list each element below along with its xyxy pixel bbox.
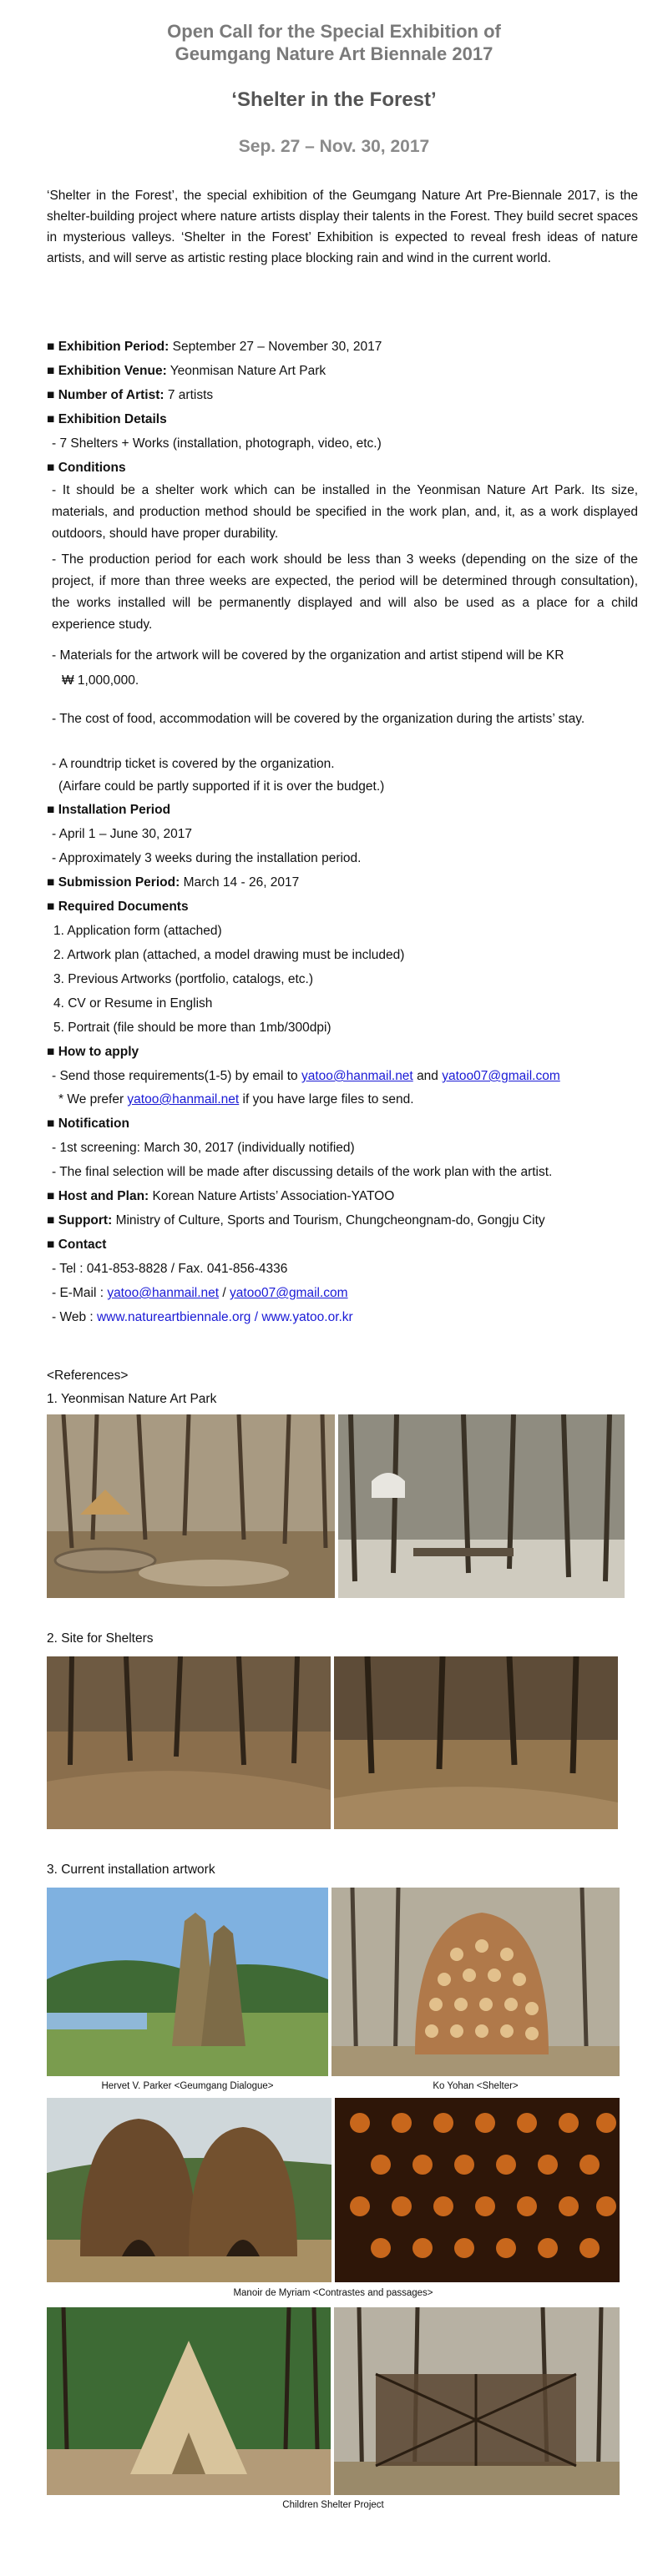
number-of-artists: ■ Number of Artist: 7 artists	[47, 388, 214, 402]
exhibition-period: ■ Exhibition Period: September 27 – November 30, 2017	[47, 340, 382, 354]
contact-email-hanmail[interactable]: yatoo@hanmail.net	[107, 1286, 220, 1300]
bullet-icon: ■	[47, 412, 55, 426]
web-link-biennale[interactable]: www.natureartbiennale.org	[96, 1310, 251, 1324]
condition-3-amount: ₩ 1,000,000.	[62, 673, 139, 688]
intro-paragraph: ‘Shelter in the Forest’, the special exhibition of the Geumgang Nature Art Pre-Biennale 2017, is the shelter-building project where nature artists display their talents in the Forest. They build secret spaces in mysterious valleys. ‘Shelter in the Forest’ Exhibition is expected to reveal fresh ideas of nature artists, and will serve as artistic resting place blocking rain and wind in the current world.	[47, 189, 638, 265]
site-photo-2	[334, 1656, 618, 1829]
contact-email-gmail[interactable]: yatoo07@gmail.com	[230, 1286, 348, 1300]
email-link-hanmail-preferred[interactable]: yatoo@hanmail.net	[127, 1092, 240, 1107]
references-title: <References>	[47, 1369, 129, 1383]
exhibition-name: ‘Shelter in the Forest’	[231, 88, 437, 111]
condition-2: - The production period for each work should be less than 3 weeks (depending on the size of the project, if more than three weeks are expected, the period will be determined through consultation), the works installed will be permanently displayed and will also be used as a place for a child experience study.	[52, 552, 638, 632]
bullet-icon: ■	[47, 900, 55, 914]
caption-ko-yohan: Ko Yohan <Shelter>	[433, 2081, 519, 2091]
contact-heading: ■ Contact	[47, 1238, 107, 1252]
bullet-icon: ■	[47, 1117, 55, 1131]
document-5: 5. Portrait (file should be more than 1mb/300dpi)	[53, 1021, 331, 1035]
conditions-heading: ■ Conditions	[47, 461, 126, 475]
contact-tel: - Tel : 041-853-8828 / Fax. 041-856-4336	[52, 1262, 288, 1276]
condition-3: - Materials for the artwork will be covered by the organization and artist stipend will be KR	[52, 648, 564, 663]
bullet-icon: ■	[47, 803, 55, 817]
reference-3-heading: 3. Current installation artwork	[47, 1863, 215, 1877]
title-line-1: Open Call for the Special Exhibition of	[167, 21, 501, 42]
submission-period: ■ Submission Period: March 14 - 26, 2017	[47, 875, 300, 890]
document-4: 4. CV or Resume in English	[53, 996, 213, 1011]
artwork-image-icon	[47, 2098, 331, 2282]
contact-email: - E-Mail : yatoo@hanmail.net / yatoo07@gmail.com	[52, 1286, 348, 1300]
document-1: 1. Application form (attached)	[53, 924, 222, 938]
bullet-icon: ■	[47, 364, 55, 378]
exhibition-venue: ■ Exhibition Venue: Yeonmisan Nature Art Park	[47, 364, 326, 378]
forest-image-icon	[47, 1656, 331, 1829]
condition-4: - The cost of food, accommodation will be covered by the organization during the artists’ stay.	[52, 712, 585, 726]
exhibition-details-item: - 7 Shelters + Works (installation, photograph, video, etc.)	[52, 436, 382, 451]
bullet-icon: ■	[47, 1045, 55, 1059]
artwork-photo-ko-yohan-shelter	[331, 1888, 620, 2076]
web-link-yatoo[interactable]: www.yatoo.or.kr	[261, 1310, 353, 1324]
host-and-plan: ■ Host and Plan: Korean Nature Artists’ Association-YATOO	[47, 1189, 395, 1203]
bullet-icon: ■	[47, 875, 55, 890]
condition-1: - It should be a shelter work which can be installed in the Yeonmisan Nature Art Park. Its size, materials, and production method should be specified in the work plan, and, it, as a work displayed outdoors, should have proper durability.	[52, 483, 638, 541]
apply-item-1: - Send those requirements(1-5) by email to yatoo@hanmail.net and yatoo07@gmail.com	[52, 1069, 560, 1083]
exhibition-details-heading: ■ Exhibition Details	[47, 412, 167, 426]
artwork-photo-geumgang-dialogue	[47, 1888, 328, 2076]
notification-heading: ■ Notification	[47, 1117, 129, 1131]
exhibition-dates: Sep. 27 – Nov. 30, 2017	[238, 137, 430, 156]
bullet-icon: ■	[47, 1213, 55, 1228]
installation-heading: ■ Installation Period	[47, 803, 171, 817]
bullet-icon: ■	[47, 461, 55, 475]
email-link-gmail[interactable]: yatoo07@gmail.com	[442, 1069, 560, 1083]
notification-item-1: - 1st screening: March 30, 2017 (individually notified)	[52, 1141, 355, 1155]
artwork-photo-contrastes-1	[47, 2098, 331, 2282]
forest-image-icon	[47, 1414, 335, 1598]
bullet-icon: ■	[47, 1189, 55, 1203]
contact-web: - Web : www.natureartbiennale.org / www.yatoo.or.kr	[52, 1310, 353, 1324]
artwork-image-icon	[47, 1888, 328, 2076]
artwork-image-icon	[47, 2307, 331, 2495]
park-photo-2	[338, 1414, 625, 1598]
bullet-icon: ■	[47, 388, 55, 402]
condition-6: (Airfare could be partly supported if it is over the budget.)	[58, 779, 385, 794]
artwork-image-icon	[334, 2307, 620, 2495]
details-list	[47, 338, 638, 1339]
support: ■ Support: Ministry of Culture, Sports and Tourism, Chungcheongnam-do, Gongju City	[47, 1213, 545, 1228]
bullet-icon: ■	[47, 1238, 55, 1252]
notification-item-2: - The final selection will be made after discussing details of the work plan with the artist.	[52, 1165, 553, 1179]
caption-geumgang-dialogue: Hervet V. Parker <Geumgang Dialogue>	[101, 2081, 274, 2091]
bullet-icon: ■	[47, 340, 55, 354]
document-3: 3. Previous Artworks (portfolio, catalogs, etc.)	[53, 972, 313, 986]
apply-heading: ■ How to apply	[47, 1045, 139, 1059]
artwork-photo-children-shelter-1	[47, 2307, 331, 2495]
reference-1-heading: 1. Yeonmisan Nature Art Park	[47, 1392, 217, 1406]
artwork-photo-children-shelter-2	[334, 2307, 620, 2495]
park-photo-1	[47, 1414, 335, 1598]
caption-children-shelter: Children Shelter Project	[282, 2500, 384, 2510]
installation-item-1: - April 1 – June 30, 2017	[52, 827, 193, 841]
forest-image-icon	[334, 1656, 618, 1829]
installation-item-2: - Approximately 3 weeks during the installation period.	[52, 851, 362, 865]
artwork-photo-contrastes-2	[335, 2098, 620, 2282]
forest-image-icon	[338, 1414, 625, 1598]
documents-heading: ■ Required Documents	[47, 900, 189, 914]
apply-item-2: * We prefer yatoo@hanmail.net if you have large files to send.	[58, 1092, 414, 1107]
artwork-image-icon	[335, 2098, 620, 2282]
email-link-hanmail[interactable]: yatoo@hanmail.net	[301, 1069, 413, 1083]
reference-2-heading: 2. Site for Shelters	[47, 1631, 154, 1646]
site-photo-1	[47, 1656, 331, 1829]
document-2: 2. Artwork plan (attached, a model drawing must be included)	[53, 948, 405, 962]
caption-contrastes: Manoir de Myriam <Contrastes and passages>	[233, 2288, 433, 2298]
title-line-2: Geumgang Nature Art Biennale 2017	[175, 43, 493, 64]
artwork-image-icon	[331, 1888, 620, 2076]
condition-5: - A roundtrip ticket is covered by the organization.	[52, 757, 335, 771]
